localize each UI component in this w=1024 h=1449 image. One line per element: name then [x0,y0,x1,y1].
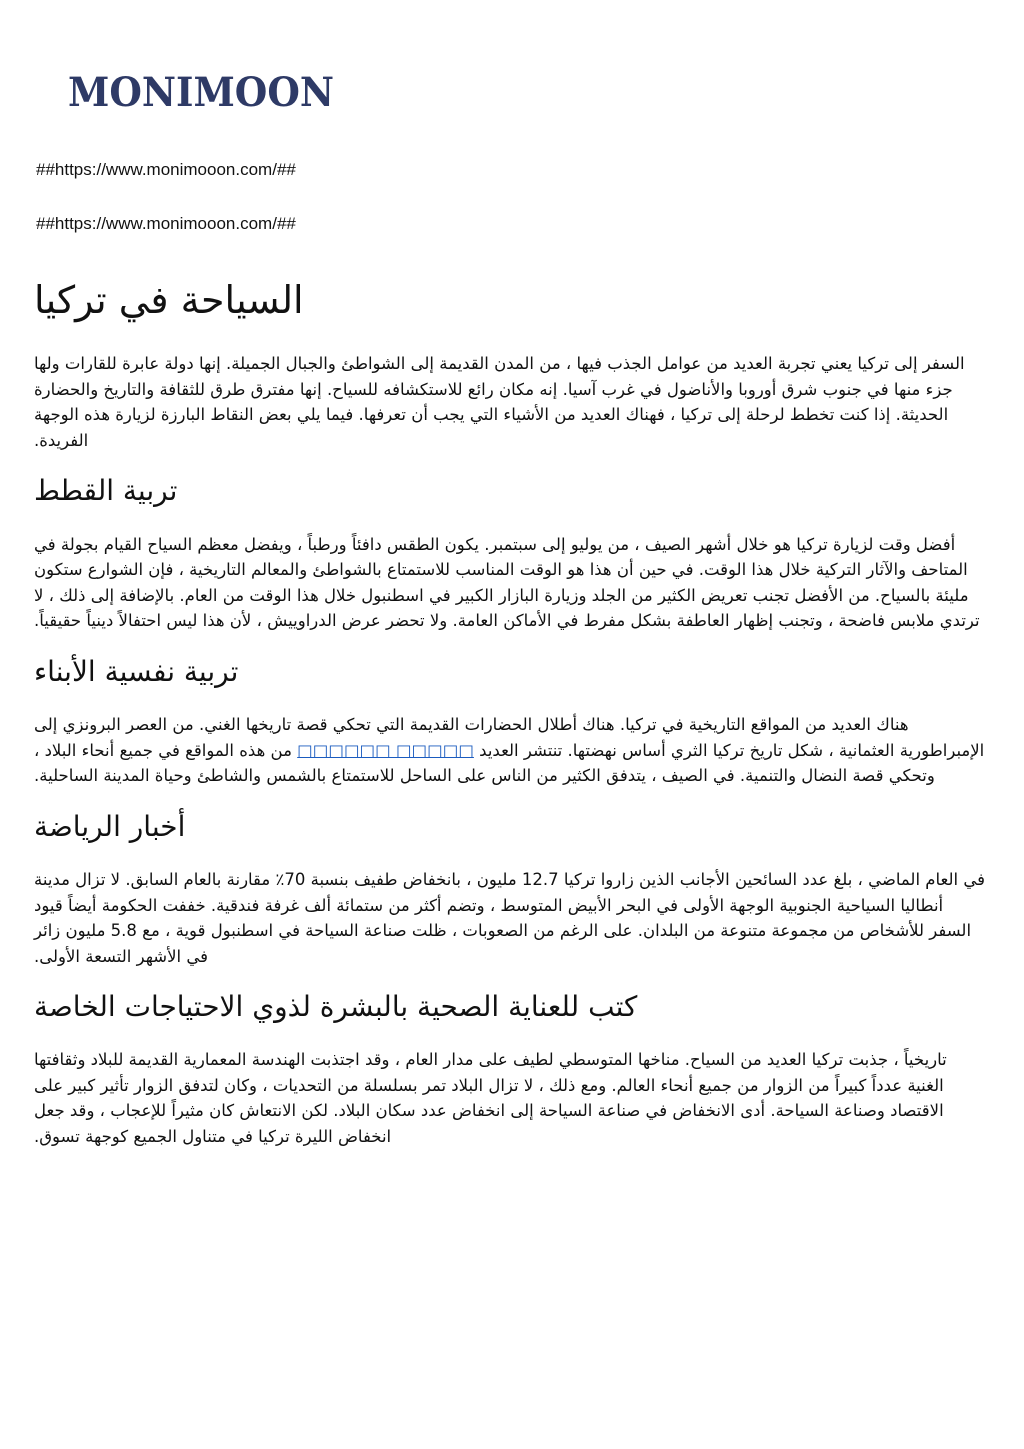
logo-graphic [68,68,338,114]
source-url-line: ##https://www.monimooon.com/## [36,214,296,233]
article-title: السياحة في تركيا [34,278,304,322]
inline-link[interactable]: □□□□□ □□□□□□ [297,740,474,760]
section-heading: كتب للعناية الصحية بالبشرة لذوي الاحتياجات الخاصة [34,990,638,1024]
paragraph-text: هناك العديد من المواقع التاريخية في تركيا. هناك أطلال الحضارات القديمة التي تحكي قصة تاريخها الغني. من العصر البرونزي إلى الإمبراطورية العثمانية ، شكل تاريخ تركيا الثري أساس نهضتها. تنتشر العديد [34,715,985,760]
section-heading: تربية القطط [34,474,178,508]
section-heading: أخبار الرياضة [34,809,186,843]
section-paragraph: في العام الماضي ، بلغ عدد السائحين الأجانب الذين زاروا تركيا 12.7 مليون ، بانخفاض طفيف بنسبة 70٪ مقارنة بالعام السابق. لا تزال مدينة أنطاليا السياحية الجنوبية الوجهة الأولى في البحر الأبيض المتوسط ، وتضم أكثر من ستمائة ألف غرفة فندقية. خففت الحكومة أيضاً قيود السفر للأشخاص من مجموعة متنوعة من البلدان. على الرغم من الصعوبات ، ظلت صناعة السياحة في اسطنبول قوية ، مع 5.8 مليون زائر في الأشهر التسعة الأولى. [34,870,985,966]
site-logo[interactable] [68,68,338,114]
section-paragraph [34,712,988,789]
intro-paragraph: السفر إلى تركيا يعني تجربة العديد من عوامل الجذب فيها ، من المدن القديمة إلى الشواطئ والجبال الجميلة. إنها دولة عابرة للقارات ولها جزء منها في جنوب شرق أوروبا والأناضول في غرب آسيا. إنه مكان رائع للاستكشافه للسياح. إنها مفترق طرق للثقافة والتاريخ والحضارة الحديثة. إذا كنت تخطط لرحلة إلى تركيا ، فهناك العديد من الأشياء التي يجب أن تعرفها. فيما يلي بعض النقاط البارزة لزيارة هذه الوجهة الفريدة. [34,354,965,450]
section-paragraph: أفضل وقت لزيارة تركيا هو خلال أشهر الصيف ، من يوليو إلى سبتمبر. يكون الطقس دافئاً ورطباً ، ويفضل معظم السياح القيام بجولة في المتاحف والآثار التركية خلال هذا الوقت. في حين أن هذا هو الوقت المناسب للاستمتاع بالشواطئ والمعالم التاريخية ، فإن الشوارع ستكون مليئة بالسياح. من الأفضل تجنب تعريض الكثير من الجلد وزيارة البازار الكبير في اسطنبول خلال هذا الوقت من العام. بالإضافة إلى ذلك ، لا ترتدي ملابس فاضحة ، وتجنب إظهار العاطفة بشكل مفرط في الأماكن العامة. ولا تحضر عرض الدراوييش ، لأن هذا ليس احتفالاً دينياً حقيقياً. [34,534,980,631]
logo-wordmark: MONIMOON [68,69,334,114]
source-url-line: ##https://www.monimooon.com/## [36,160,296,179]
section-heading: تربية نفسية الأبناء [34,654,239,688]
section-paragraph: تاريخياً ، جذبت تركيا العديد من السياح. مناخها المتوسطي لطيف على مدار العام ، وقد اجتذبت الهندسة المعمارية القديمة للبلاد وثقافتها الغنية عدداً كبيراً من الزوار من جميع أنحاء العالم. ومع ذلك ، لا تزال البلاد تمر بسلسلة من التحديات ، وكان لتدفق الزوار تأثير كبير على الاقتصاد وصناعة السياحة. أدى الانخفاض في صناعة السياحة إلى انخفاض عدد سكان البلاد. لكن الانتعاش كان مثيراً للإعجاب ، وقد جعل انخفاض الليرة تركيا في متناول الجميع كوجهة تسوق. [34,1050,947,1146]
article-body [34,268,988,1163]
paragraph-text: من هذه المواقع في جميع أنحاء البلاد ، وتحكي قصة النضال والتنمية. في الصيف ، يتدفق الكثير من الناس على الساحل للاستمتاع بالشمس والشاطئ وحياة المدينة الساحلية. [34,740,935,786]
